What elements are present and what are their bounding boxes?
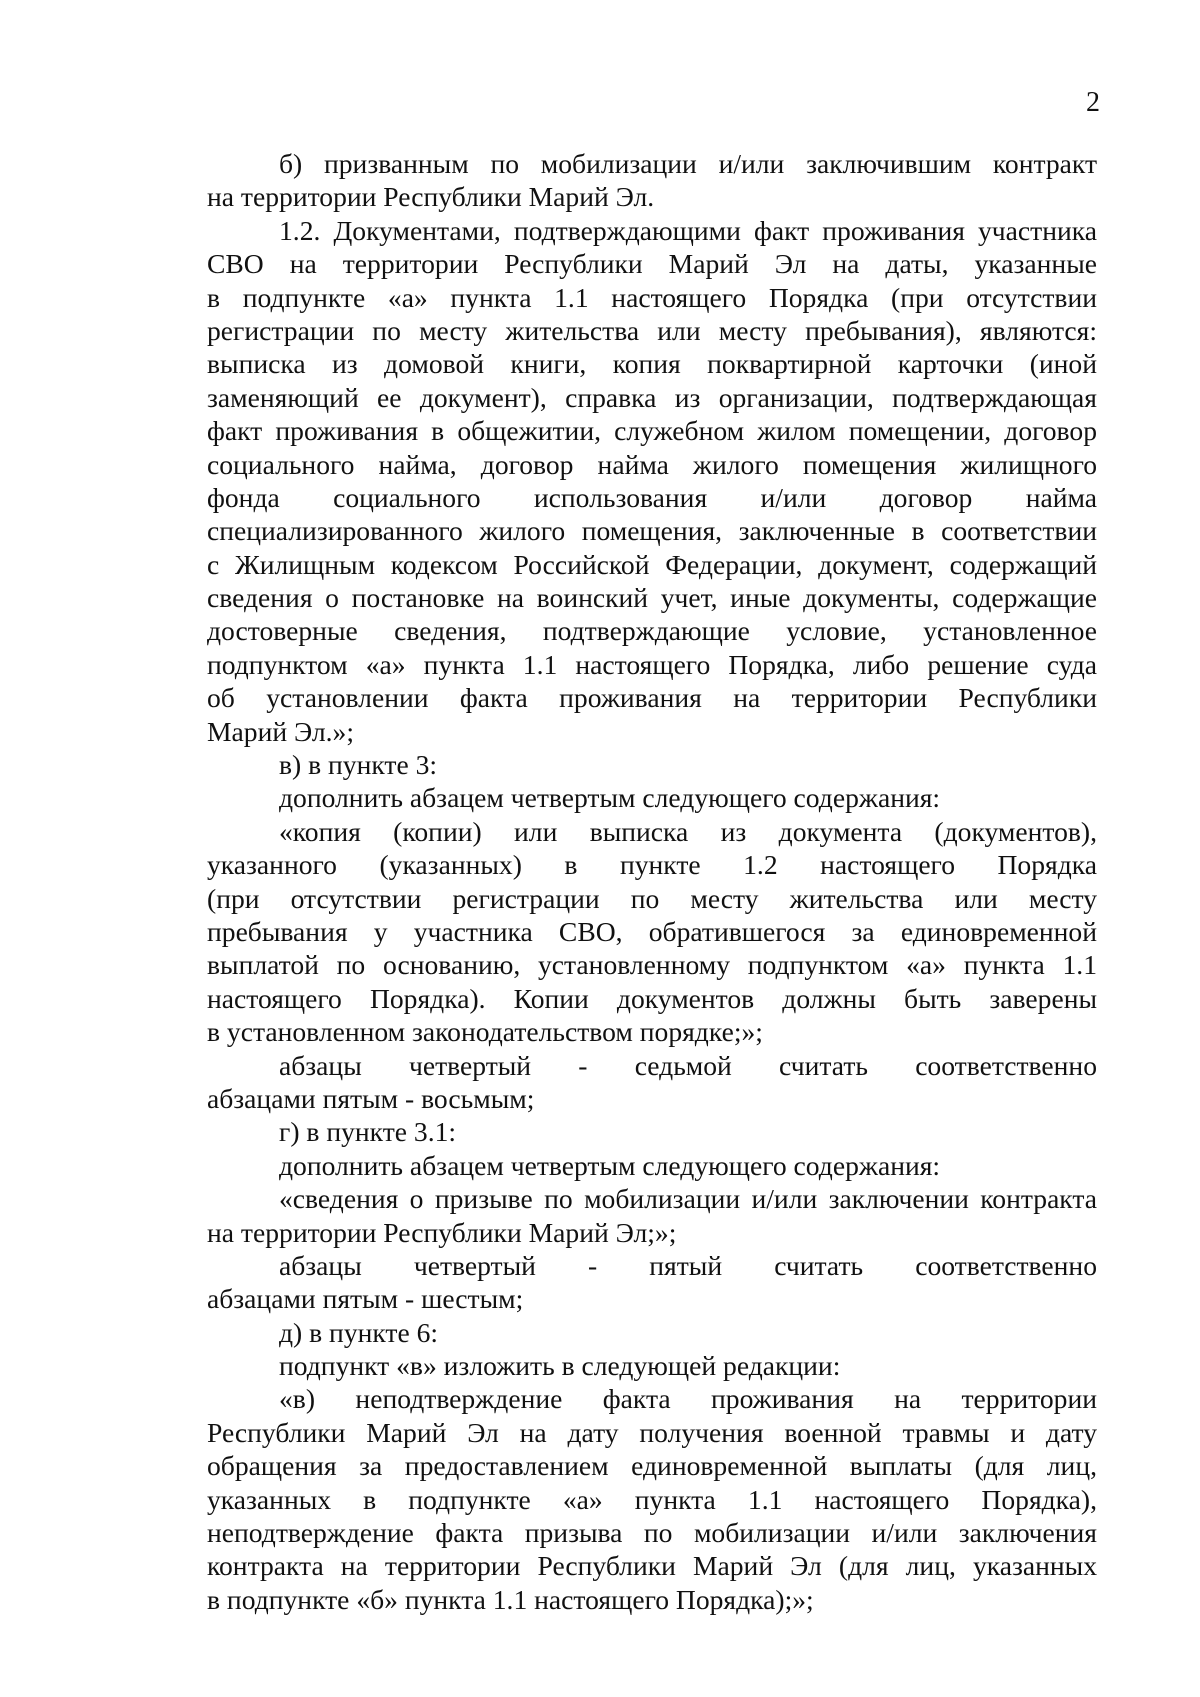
text-line: на территории Республики Марий Эл. bbox=[207, 181, 655, 213]
text-line: выплатой по основанию, установленному подпунктом «а» пункта 1.1 bbox=[207, 949, 1097, 981]
text-line: достоверные сведения, подтверждающие условие, установленное bbox=[207, 615, 1097, 647]
text-line: абзацы четвертый - седьмой считать соответственно bbox=[279, 1049, 1097, 1081]
text-line: подпунктом «а» пункта 1.1 настоящего Порядка, либо решение суда bbox=[207, 648, 1097, 680]
text-line: (при отсутствии регистрации по месту жительства или месту bbox=[207, 882, 1097, 914]
text-line: дополнить абзацем четвертым следующего содержания: bbox=[279, 782, 941, 814]
text-line: заменяющий ее документ), справка из организации, подтверждающая bbox=[207, 381, 1097, 413]
text-line: д) в пункте 6: bbox=[279, 1316, 439, 1348]
text-line: абзацы четвертый - пятый считать соответственно bbox=[279, 1249, 1097, 1281]
text-line: факт проживания в общежитии, служебном жилом помещении, договор bbox=[207, 415, 1097, 447]
text-line: абзацами пятым - шестым; bbox=[207, 1283, 524, 1315]
page-number: 2 bbox=[1086, 87, 1100, 118]
text-line: фонда социального использования и/или договор найма bbox=[207, 481, 1097, 513]
text-line: с Жилищным кодексом Российской Федерации, документ, содержащий bbox=[207, 548, 1097, 580]
text-line: подпункт «в» изложить в следующей редакции: bbox=[279, 1350, 841, 1382]
text-line: настоящего Порядка). Копии документов должны быть заверены bbox=[207, 982, 1097, 1014]
document-body bbox=[207, 147, 1097, 1616]
text-line: в подпункте «б» пункта 1.1 настоящего Порядка);»; bbox=[207, 1583, 814, 1615]
text-line: специализированного жилого помещения, заключенные в соответствии bbox=[207, 515, 1097, 547]
text-line: на территории Республики Марий Эл;»; bbox=[207, 1216, 677, 1248]
text-line: Республики Марий Эл на дату получения военной травмы и дату bbox=[207, 1416, 1097, 1448]
text-line: СВО на территории Республики Марий Эл на даты, указанные bbox=[207, 248, 1097, 280]
text-line: контракта на территории Республики Марий Эл (для лиц, указанных bbox=[207, 1550, 1097, 1582]
text-line: абзацами пятым - восьмым; bbox=[207, 1082, 535, 1114]
text-line: 1.2. Документами, подтверждающими факт проживания участника bbox=[279, 214, 1097, 246]
text-line: «сведения о призыве по мобилизации и/или заключении контракта bbox=[279, 1183, 1097, 1215]
text-line: указанных в подпункте «а» пункта 1.1 настоящего Порядка), bbox=[207, 1483, 1097, 1515]
text-line: выписка из домовой книги, копия поквартирной карточки (иной bbox=[207, 348, 1097, 380]
text-line: об установлении факта проживания на территории Республики bbox=[207, 682, 1097, 714]
text-line: обращения за предоставлением единовременной выплаты (для лиц, bbox=[207, 1450, 1097, 1482]
text-line: пребывания у участника СВО, обратившегося за единовременной bbox=[207, 915, 1097, 947]
text-line: в подпункте «а» пункта 1.1 настоящего Порядка (при отсутствии bbox=[207, 281, 1097, 313]
text-line: социального найма, договор найма жилого помещения жилищного bbox=[207, 448, 1097, 480]
text-line: дополнить абзацем четвертым следующего содержания: bbox=[279, 1149, 941, 1181]
text-line: «в) неподтверждение факта проживания на территории bbox=[279, 1383, 1097, 1415]
text-line: б) призванным по мобилизации и/или заключившим контракт bbox=[279, 148, 1097, 179]
text-line: г) в пункте 3.1: bbox=[279, 1116, 457, 1148]
text-line: указанного (указанных) в пункте 1.2 настоящего Порядка bbox=[207, 849, 1097, 881]
text-line: «копия (копии) или выписка из документа (документов), bbox=[279, 815, 1097, 847]
text-line: в установленном законодательством порядке;»; bbox=[207, 1016, 763, 1048]
text-line: регистрации по месту жительства или месту пребывания), являются: bbox=[207, 314, 1097, 346]
text-line: в) в пункте 3: bbox=[279, 749, 438, 781]
text-line: сведения о постановке на воинский учет, иные документы, содержащие bbox=[207, 582, 1097, 614]
text-line: Марий Эл.»; bbox=[207, 715, 354, 747]
text-line: неподтверждение факта призыва по мобилизации и/или заключения bbox=[207, 1517, 1097, 1549]
